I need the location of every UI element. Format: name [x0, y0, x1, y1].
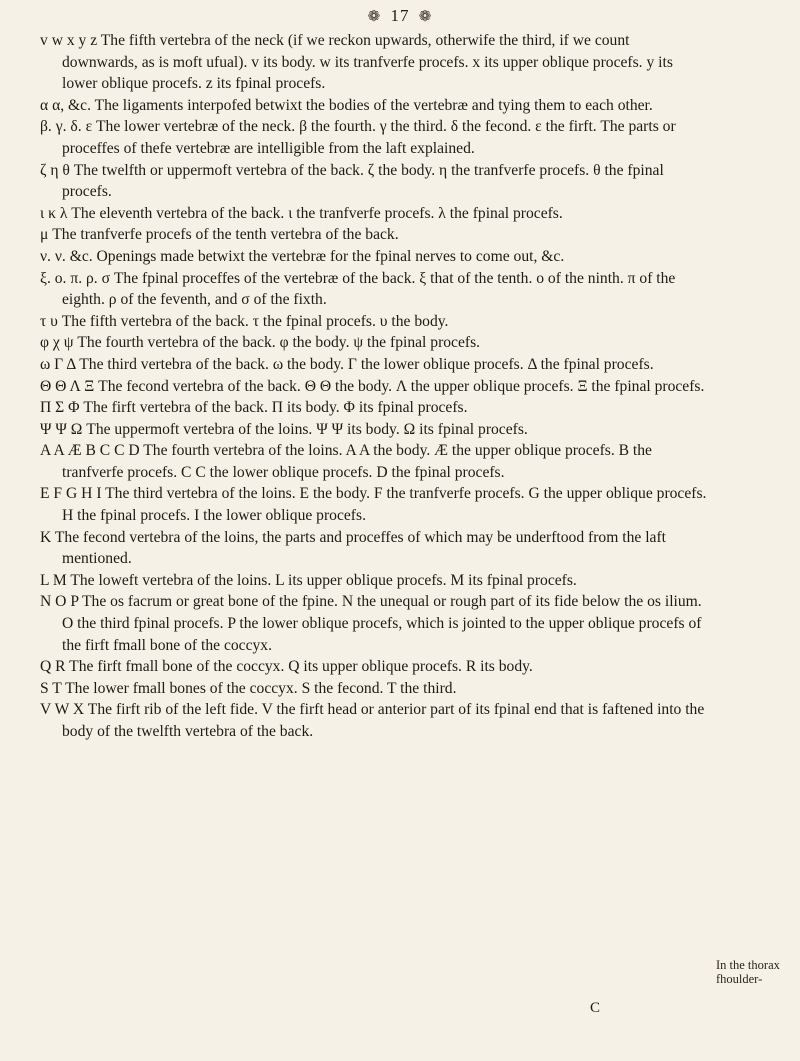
entry: τ υ The fifth vertebra of the back. τ the fpinal procefs. υ the body.: [40, 312, 449, 330]
entry: K The fecond vertebra of the loins, the parts and proceffes of which may be underftood from the laft mentioned.: [40, 528, 666, 568]
entry: μ The tranfverfe procefs of the tenth vertebra of the back.: [40, 226, 399, 244]
ornament-left-icon: ❁: [367, 9, 382, 25]
entry: L M The loweft vertebra of the loins. L its upper oblique procefs. M its fpinal procefs.: [40, 571, 577, 589]
entry: φ χ ψ The fourth vertebra of the back. φ the body. ψ the fpinal procefs.: [40, 334, 481, 352]
entry: α α, &c. The ligaments interpofed betwixt the bodies of the vertebræ and tying them to each other.: [40, 96, 653, 114]
entry: Q R The firft fmall bone of the coccyx. Q its upper oblique procefs. R its body.: [40, 658, 533, 676]
entry: ω Γ Δ The third vertebra of the back. ω the body. Γ the lower oblique procefs. Δ the fpinal procefs.: [40, 355, 654, 373]
entry: Ψ Ψ Ω The uppermoft vertebra of the loins. Ψ Ψ its body. Ω its fpinal procefs.: [40, 420, 528, 438]
entry: S T The lower fmall bones of the coccyx. S the fecond. T the third.: [40, 679, 457, 697]
entry: Π Σ Φ The firft vertebra of the back. Π its body. Φ its fpinal procefs.: [40, 399, 468, 417]
entry: V W X The firft rib of the left fide. V the firft head or anterior part of its fpinal end that is faftened into the body of the twelfth vertebra of the back.: [40, 701, 705, 740]
entry: N O P The os facrum or great bone of the fpine. N the unequal or rough part of its fide below the os ilium. O the third fpinal procefs. P the lower oblique procefs, which is jointed to the upper oblique procefs of the firft fmall bone of the coccyx.: [40, 593, 702, 654]
page-header: [0, 6, 800, 26]
catchword: C: [589, 1000, 600, 1016]
entry: v w x y z The fifth vertebra of the neck (if we reckon upwards, otherwife the third, if we count downwards, as is moft ufual). v its body. w its tranfverfe procefs. x its upper oblique procefs. y its lower oblique procefs. z its fpinal procefs.: [40, 32, 673, 93]
entry: ν. ν. &c. Openings made betwixt the vertebræ for the fpinal nerves to come out, &c.: [40, 247, 565, 265]
ornament-right-icon: ❁: [418, 9, 433, 25]
entry: ζ η θ The twelfth or uppermoft vertebra of the back. ζ the body. η the tranfverfe procefs. θ the fpinal procefs.: [40, 161, 664, 201]
page-number: 17: [390, 6, 410, 25]
entry: β. γ. δ. ε The lower vertebræ of the neck. β the fourth. γ the third. δ the fecond. ε the firft. The parts or proceffes of thefe vertebræ are intelligible from the laft explained.: [40, 118, 676, 157]
entry: Θ Θ Λ Ξ The fecond vertebra of the back. Θ Θ the body. Λ the upper oblique procefs. Ξ the fpinal procefs.: [40, 377, 705, 395]
plate-explanation-text: [40, 30, 708, 743]
marginal-note: In the thorax fhoulder-: [716, 958, 780, 986]
entry: A A Æ B C C D The fourth vertebra of the loins. A A the body. Æ the upper oblique procefs. B the tranfverfe procefs. C C the lower oblique procefs. D the fpinal procefs.: [40, 442, 652, 481]
entry: ι κ λ The eleventh vertebra of the back. ι the tranfverfe procefs. λ the fpinal procefs.: [40, 204, 563, 222]
entry: ξ. ο. π. ρ. σ The fpinal proceffes of the vertebræ of the back. ξ that of the tenth. ο of the ninth. π of the eighth. ρ of the feventh, and σ of the fixth.: [40, 269, 676, 309]
entry: E F G H I The third vertebra of the loins. E the body. F the tranfverfe procefs. G the upper oblique procefs. H the fpinal procefs. I the lower oblique procefs.: [40, 485, 707, 525]
